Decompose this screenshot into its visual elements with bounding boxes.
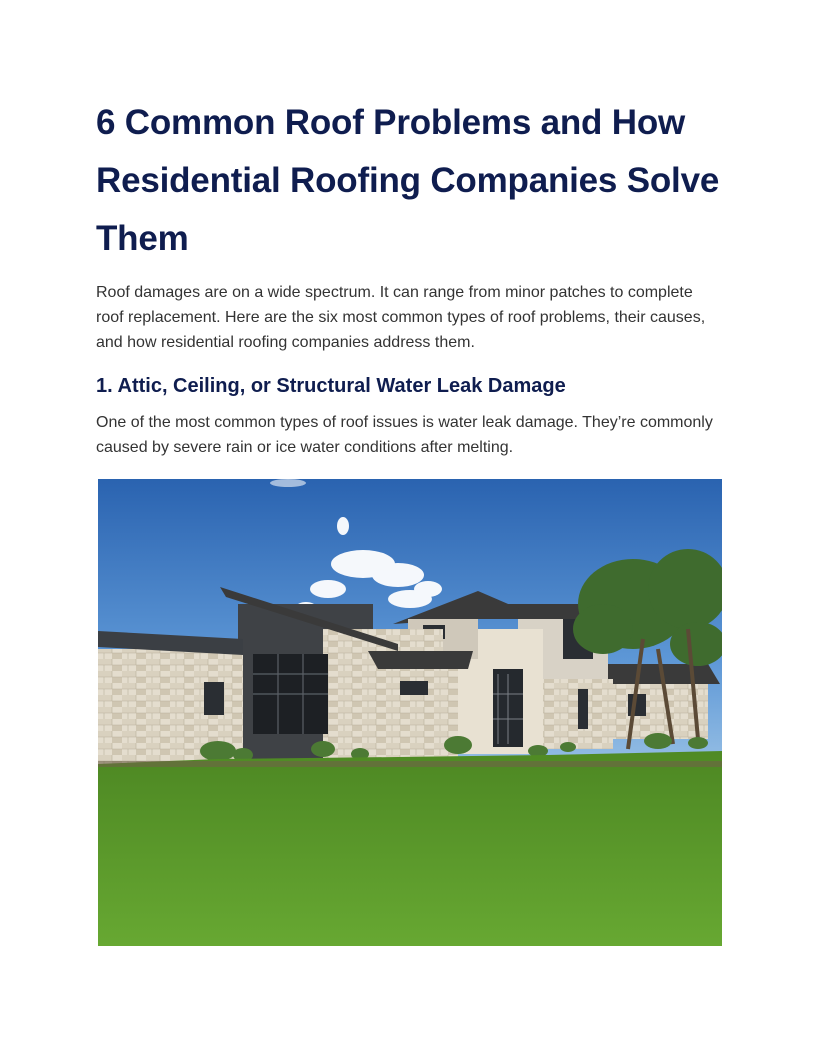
section-1-paragraph: One of the most common types of roof issues is water leak damage. They’re commonly caused by severe rain or ice water conditions after melting. bbox=[96, 414, 713, 456]
page-title: 6 Common Roof Problems and How Residential Roofing Companies Solve Them bbox=[96, 103, 720, 258]
intro-paragraph: Roof damages are on a wide spectrum. It can range from minor patches to complete roof replacement. Here are the six most common types of roof problems, their causes, and how residential roofing companies address them. bbox=[96, 284, 706, 351]
house-photo-icon bbox=[98, 479, 722, 946]
section-1-heading: 1. Attic, Ceiling, or Structural Water Leak Damage bbox=[96, 375, 566, 397]
